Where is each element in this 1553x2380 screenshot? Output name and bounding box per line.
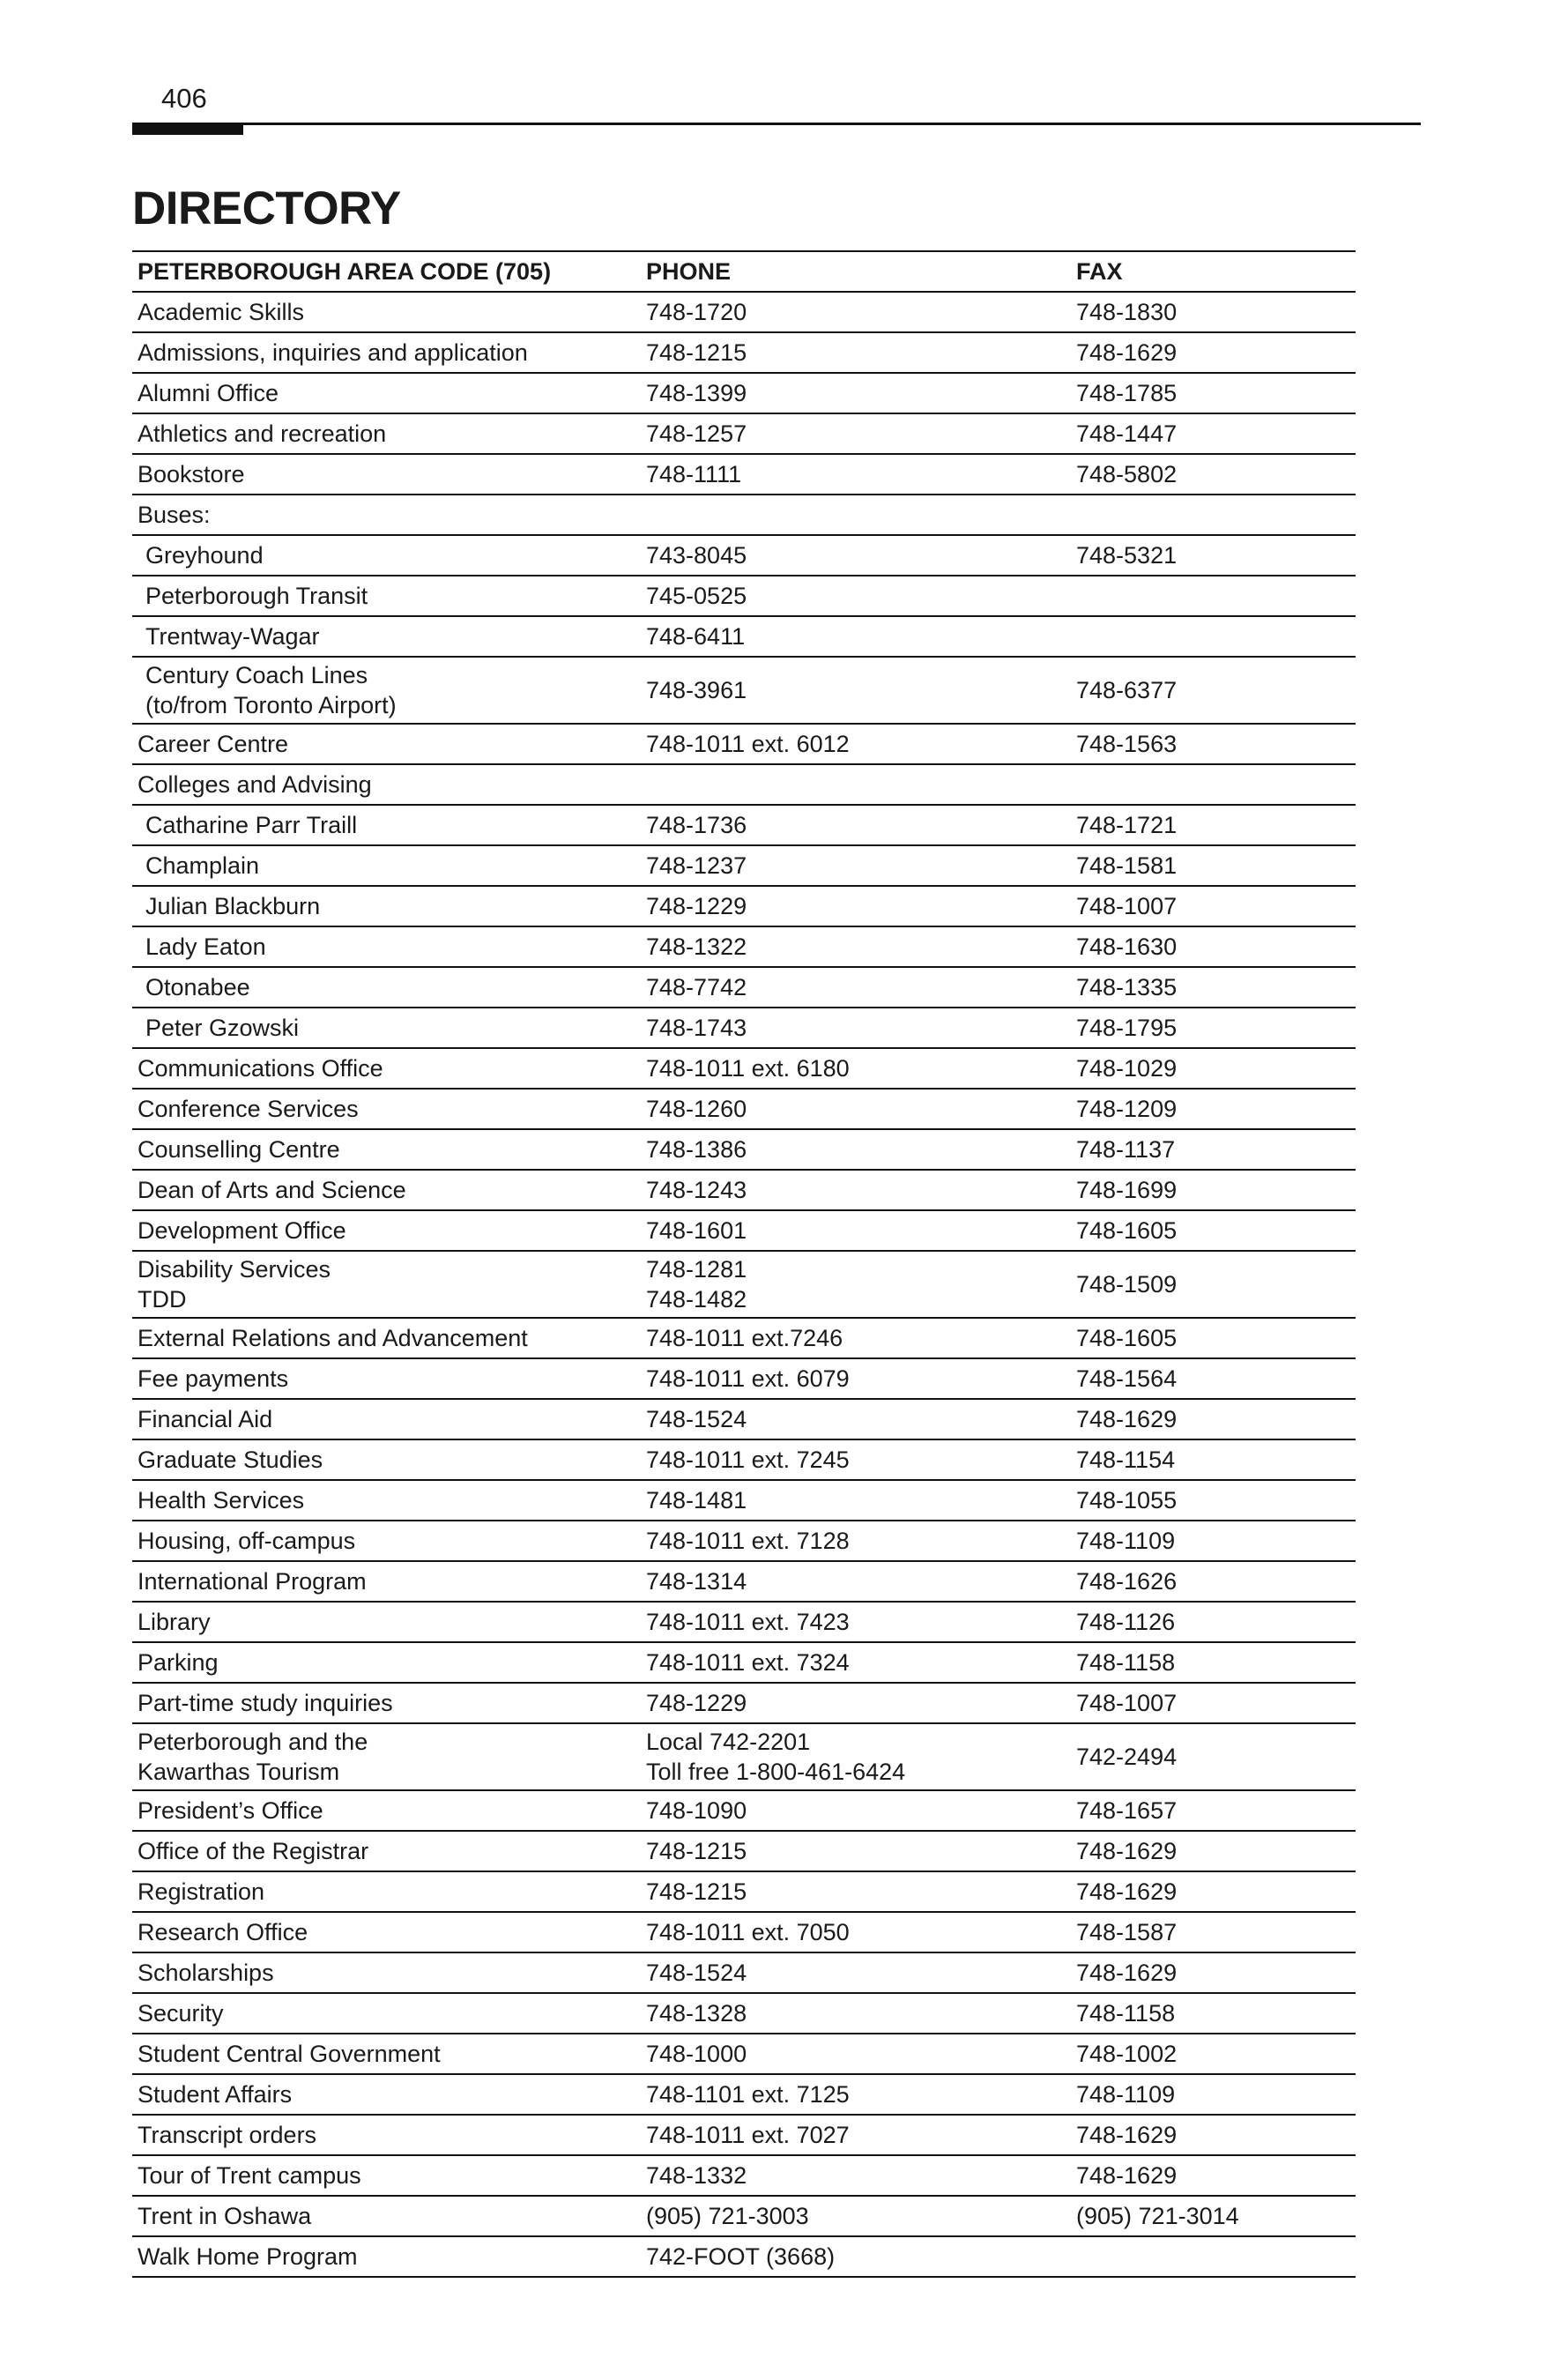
table-row <box>132 2236 1356 2277</box>
table-row <box>132 724 1356 764</box>
entry-phone-line: 748-3961 <box>646 677 747 703</box>
entry-phone-line: 748-1743 <box>646 1015 747 1041</box>
entry-phone <box>642 967 1071 1008</box>
entry-phone-line: 748-1011 ext.7246 <box>646 1325 843 1351</box>
entry-phone-line: 748-1601 <box>646 1217 747 1244</box>
entry-name <box>132 413 642 454</box>
entry-fax: 748-1158 <box>1076 2000 1176 2027</box>
entry-fax: 742-2494 <box>1076 1744 1178 1770</box>
entry-name <box>132 805 642 845</box>
table-row <box>132 1480 1356 1521</box>
entry-phone-line: 748-1243 <box>646 1177 747 1203</box>
entry-phone-line: 748-1011 ext. 6180 <box>646 1055 850 1082</box>
entry-name <box>132 926 642 967</box>
entry-fax: 748-1629 <box>1076 2122 1178 2148</box>
table-row <box>132 332 1356 373</box>
table-row <box>132 1602 1356 1642</box>
entry-phone-line: 743-8045 <box>646 542 747 569</box>
entry-phone <box>642 332 1071 373</box>
entry-name-line: Registration <box>137 1878 265 1905</box>
entry-name-line: Scholarships <box>137 1960 274 1986</box>
directory-table <box>132 250 1356 2278</box>
table-row <box>132 1952 1356 1993</box>
table-header-row <box>132 251 1356 292</box>
entry-phone <box>642 1521 1071 1561</box>
entry-name <box>132 657 642 724</box>
table-row <box>132 1642 1356 1683</box>
entry-name <box>132 1831 642 1871</box>
entry-fax: 748-1158 <box>1076 1649 1176 1676</box>
entry-fax: 748-1605 <box>1076 1325 1178 1351</box>
table-row <box>132 1912 1356 1952</box>
entry-phone <box>642 576 1071 616</box>
entry-phone-line: 748-1524 <box>646 1960 747 1986</box>
entry-phone-line: Local 742-2201 <box>646 1729 811 1755</box>
entry-name <box>132 454 642 495</box>
entry-name-line: Security <box>137 2000 224 2027</box>
entry-name-line: Century Coach Lines <box>145 662 368 688</box>
entry-phone <box>642 1048 1071 1089</box>
table-row <box>132 1790 1356 1831</box>
table-row <box>132 1358 1356 1399</box>
entry-phone-line: 748-1011 ext. 7050 <box>646 1919 850 1945</box>
entry-phone-line: 748-1322 <box>646 933 747 960</box>
table-row <box>132 1993 1356 2034</box>
entry-phone-line: Toll free 1-800-461-6424 <box>646 1759 906 1785</box>
table-row <box>132 292 1356 332</box>
table-row <box>132 657 1356 724</box>
entry-name-line: Library <box>137 1609 211 1635</box>
entry-phone <box>642 1871 1071 1912</box>
entry-fax: 748-1007 <box>1076 1690 1178 1716</box>
entry-phone <box>642 1642 1071 1683</box>
entry-name <box>132 2236 642 2277</box>
entry-phone <box>642 1790 1071 1831</box>
entry-name <box>132 2196 642 2236</box>
entry-name <box>132 1399 642 1439</box>
entry-name <box>132 1952 642 1993</box>
entry-name <box>132 535 642 576</box>
entry-phone <box>642 1089 1071 1129</box>
table-row <box>132 1318 1356 1358</box>
entry-phone-line: 748-1011 ext. 7245 <box>646 1447 850 1473</box>
table-row <box>132 967 1356 1008</box>
entry-phone-line: 748-1215 <box>646 339 747 366</box>
entry-phone <box>642 1602 1071 1642</box>
table-row <box>132 1008 1356 1048</box>
entry-phone <box>642 886 1071 926</box>
entry-name <box>132 1439 642 1480</box>
entry-name <box>132 1683 642 1723</box>
entry-phone-line: 748-1090 <box>646 1797 747 1824</box>
table-row <box>132 1871 1356 1912</box>
entry-fax: 748-1509 <box>1076 1271 1178 1298</box>
entry-name-line: Academic Skills <box>137 299 305 325</box>
entry-fax <box>1071 616 1356 657</box>
entry-name <box>132 886 642 926</box>
entry-name <box>132 1048 642 1089</box>
header-rule-accent <box>132 123 243 135</box>
entry-phone <box>642 1480 1071 1521</box>
entry-phone-line: 748-1215 <box>646 1838 747 1864</box>
entry-name-line: Bookstore <box>137 461 245 487</box>
entry-phone <box>642 1358 1071 1399</box>
column-header-fax: FAX <box>1076 258 1123 285</box>
entry-fax <box>1071 495 1356 535</box>
entry-phone-line: 748-1524 <box>646 1406 747 1432</box>
entry-name-line: Peterborough and the <box>137 1729 368 1755</box>
entry-name <box>132 2155 642 2196</box>
entry-phone <box>642 413 1071 454</box>
entry-fax: 748-1335 <box>1076 974 1178 1000</box>
entry-name <box>132 2115 642 2155</box>
entry-name <box>132 724 642 764</box>
entry-name <box>132 2074 642 2115</box>
entry-phone <box>642 1993 1071 2034</box>
entry-phone-line: 748-1011 ext. 7423 <box>646 1609 850 1635</box>
entry-fax: 748-1209 <box>1076 1096 1178 1122</box>
entry-fax: 748-1002 <box>1076 2041 1178 2067</box>
entry-phone <box>642 1008 1071 1048</box>
entry-name-line: Greyhound <box>145 542 264 569</box>
entry-phone <box>642 1318 1071 1358</box>
table-row <box>132 1170 1356 1210</box>
table-row <box>132 764 1356 805</box>
entry-name-line: Part-time study inquiries <box>137 1690 393 1716</box>
entry-fax: 748-1629 <box>1076 1838 1178 1864</box>
entry-name <box>132 1129 642 1170</box>
header-rule <box>132 123 1421 125</box>
entry-phone-line: 748-1229 <box>646 1690 747 1716</box>
entry-phone <box>642 926 1071 967</box>
table-row <box>132 2196 1356 2236</box>
table-row <box>132 576 1356 616</box>
entry-name-line: Alumni Office <box>137 380 279 406</box>
entry-phone-line: 748-1281 <box>646 1256 747 1283</box>
table-row <box>132 1129 1356 1170</box>
entry-name-line: Peter Gzowski <box>145 1015 300 1041</box>
entry-name <box>132 845 642 886</box>
entry-phone <box>642 454 1071 495</box>
entry-phone <box>642 535 1071 576</box>
entry-fax: 748-1447 <box>1076 420 1178 447</box>
entry-name <box>132 576 642 616</box>
entry-name <box>132 967 642 1008</box>
entry-name-line: Financial Aid <box>137 1406 273 1432</box>
entry-name <box>132 1170 642 1210</box>
entry-name-line: Walk Home Program <box>137 2243 358 2270</box>
entry-phone <box>642 2034 1071 2074</box>
entry-name-line: Tour of Trent campus <box>137 2162 361 2189</box>
entry-phone <box>642 1952 1071 1993</box>
entry-fax: 748-5802 <box>1076 461 1178 487</box>
entry-phone-line: 748-1482 <box>646 1286 747 1313</box>
entry-name <box>132 1871 642 1912</box>
entry-phone-line: 748-1736 <box>646 812 747 838</box>
table-row <box>132 1683 1356 1723</box>
entry-name <box>132 764 642 805</box>
entry-name-line: Transcript orders <box>137 2122 317 2148</box>
entry-fax: (905) 721-3014 <box>1076 2203 1239 2229</box>
entry-phone-line: 748-1229 <box>646 893 747 919</box>
entry-fax: 748-1657 <box>1076 1797 1178 1824</box>
entry-name-line: Communications Office <box>137 1055 383 1082</box>
entry-fax: 748-1630 <box>1076 933 1178 960</box>
entry-phone-line: 748-1000 <box>646 2041 747 2067</box>
entry-name-line: Trentway-Wagar <box>145 623 320 650</box>
entry-fax: 748-1055 <box>1076 1487 1178 1514</box>
entry-name-line: Champlain <box>145 852 260 879</box>
entry-name <box>132 1318 642 1358</box>
entry-phone <box>642 2236 1071 2277</box>
table-row <box>132 413 1356 454</box>
entry-phone <box>642 845 1071 886</box>
entry-name-line: Student Affairs <box>137 2081 293 2108</box>
entry-name-line: Peterborough Transit <box>145 583 368 609</box>
entry-name-line: Housing, off-campus <box>137 1528 356 1554</box>
table-row <box>132 454 1356 495</box>
entry-phone-line: (905) 721-3003 <box>646 2203 809 2229</box>
entry-fax: 748-1626 <box>1076 1568 1178 1595</box>
table-row <box>132 616 1356 657</box>
entry-phone <box>642 2074 1071 2115</box>
entry-phone-line: 748-6411 <box>646 623 746 650</box>
table-row <box>132 2034 1356 2074</box>
entry-name <box>132 2034 642 2074</box>
entry-name-line: President’s Office <box>137 1797 323 1824</box>
entry-phone-line: 748-1481 <box>646 1487 747 1514</box>
entry-phone-line: 748-1011 ext. 7128 <box>646 1528 850 1554</box>
entry-name-line: Health Services <box>137 1487 305 1514</box>
entry-fax: 748-1126 <box>1076 1609 1176 1635</box>
entry-fax: 748-1629 <box>1076 339 1178 366</box>
table-row <box>132 845 1356 886</box>
entry-name <box>132 1561 642 1602</box>
entry-name <box>132 1089 642 1129</box>
entry-fax: 748-1721 <box>1076 812 1178 838</box>
table-row <box>132 2115 1356 2155</box>
entry-name-line: Office of the Registrar <box>137 1838 369 1864</box>
entry-fax: 748-1109 <box>1076 2081 1176 2108</box>
entry-name <box>132 616 642 657</box>
entry-name <box>132 1602 642 1642</box>
entry-name-line: Catharine Parr Traill <box>145 812 358 838</box>
entry-fax: 748-1029 <box>1076 1055 1178 1082</box>
entry-phone-line: 748-1314 <box>646 1568 747 1595</box>
entry-phone-line: 745-0525 <box>646 583 747 609</box>
entry-name-line: TDD <box>137 1286 187 1313</box>
entry-name-line: Graduate Studies <box>137 1447 323 1473</box>
page-title: DIRECTORY <box>132 182 401 234</box>
table-row <box>132 1089 1356 1129</box>
entry-phone <box>642 616 1071 657</box>
entry-phone-line: 748-1399 <box>646 380 747 406</box>
entry-name-line: Development Office <box>137 1217 346 1244</box>
entry-name-line: Colleges and Advising <box>137 771 372 798</box>
table-row <box>132 1048 1356 1089</box>
entry-name-line: Conference Services <box>137 1096 359 1122</box>
entry-phone <box>642 1210 1071 1251</box>
table-row <box>132 1251 1356 1318</box>
entry-phone <box>642 764 1071 805</box>
entry-phone <box>642 292 1071 332</box>
entry-name-line: Counselling Centre <box>137 1136 340 1163</box>
entry-name-line: External Relations and Advancement <box>137 1325 528 1351</box>
directory-table-body <box>132 251 1356 2277</box>
entry-name-line: Parking <box>137 1649 219 1676</box>
entry-name <box>132 1251 642 1318</box>
table-row <box>132 495 1356 535</box>
entry-phone-line: 748-1101 ext. 7125 <box>646 2081 850 2108</box>
entry-phone <box>642 1170 1071 1210</box>
entry-phone <box>642 657 1071 724</box>
entry-phone <box>642 724 1071 764</box>
entry-phone <box>642 2196 1071 2236</box>
entry-fax: 748-1795 <box>1076 1015 1178 1041</box>
entry-name <box>132 1521 642 1561</box>
entry-name-line: International Program <box>137 1568 367 1595</box>
entry-name-line: Otonabee <box>145 974 250 1000</box>
entry-phone-line: 748-1720 <box>646 299 747 325</box>
entry-name-line: Dean of Arts and Science <box>137 1177 406 1203</box>
table-row <box>132 1561 1356 1602</box>
entry-phone-line: 748-1386 <box>646 1136 747 1163</box>
entry-fax: 748-1629 <box>1076 1878 1178 1905</box>
entry-phone <box>642 373 1071 413</box>
entry-fax: 748-1564 <box>1076 1365 1178 1392</box>
entry-phone-line: 748-7742 <box>646 974 747 1000</box>
table-row <box>132 1210 1356 1251</box>
entry-fax: 748-5321 <box>1076 542 1178 569</box>
entry-fax <box>1071 2236 1356 2277</box>
entry-fax: 748-1785 <box>1076 380 1178 406</box>
entry-name <box>132 373 642 413</box>
entry-phone <box>642 1399 1071 1439</box>
entry-phone <box>642 1251 1071 1318</box>
entry-name <box>132 1993 642 2034</box>
entry-name-line: Kawarthas Tourism <box>137 1759 340 1785</box>
entry-name-line: Buses: <box>137 502 211 528</box>
entry-fax: 748-1563 <box>1076 731 1178 757</box>
table-row <box>132 373 1356 413</box>
entry-phone-line: 742-FOOT (3668) <box>646 2243 836 2270</box>
entry-fax: 748-1109 <box>1076 1528 1176 1554</box>
entry-name-line: Fee payments <box>137 1365 289 1392</box>
entry-name-line: Student Central Government <box>137 2041 441 2067</box>
entry-fax: 748-1629 <box>1076 1960 1178 1986</box>
entry-name <box>132 495 642 535</box>
table-row <box>132 1521 1356 1561</box>
column-header-phone: PHONE <box>646 258 732 285</box>
entry-phone <box>642 2155 1071 2196</box>
entry-name <box>132 1790 642 1831</box>
entry-fax: 748-1605 <box>1076 1217 1178 1244</box>
entry-phone <box>642 495 1071 535</box>
entry-phone-line: 748-1011 ext. 6012 <box>646 731 850 757</box>
entry-fax <box>1071 764 1356 805</box>
entry-phone <box>642 1912 1071 1952</box>
entry-phone-line: 748-1260 <box>646 1096 747 1122</box>
entry-name <box>132 292 642 332</box>
entry-name-line: Career Centre <box>137 731 289 757</box>
table-row <box>132 805 1356 845</box>
entry-phone <box>642 1439 1071 1480</box>
entry-fax: 748-1154 <box>1076 1447 1176 1473</box>
entry-phone <box>642 805 1071 845</box>
entry-fax: 748-1699 <box>1076 1177 1178 1203</box>
entry-name <box>132 1480 642 1521</box>
table-row <box>132 1399 1356 1439</box>
column-header-name: PETERBOROUGH AREA CODE (705) <box>137 258 552 285</box>
entry-phone-line: 748-1257 <box>646 420 747 447</box>
table-row <box>132 1831 1356 1871</box>
entry-fax: 748-1830 <box>1076 299 1178 325</box>
entry-name-line: Trent in Oshawa <box>137 2203 312 2229</box>
entry-phone <box>642 1831 1071 1871</box>
entry-phone-line: 748-1011 ext. 7027 <box>646 2122 850 2148</box>
table-row <box>132 2074 1356 2115</box>
entry-phone-line: 748-1237 <box>646 852 747 879</box>
entry-fax: 748-1629 <box>1076 1406 1178 1432</box>
entry-phone <box>642 2115 1071 2155</box>
entry-name-line: Lady Eaton <box>145 933 266 960</box>
entry-phone-line: 748-1011 ext. 7324 <box>646 1649 850 1676</box>
entry-name <box>132 1358 642 1399</box>
entry-phone-line: 748-1328 <box>646 2000 747 2027</box>
entry-phone <box>642 1683 1071 1723</box>
entry-name-line: Athletics and recreation <box>137 420 387 447</box>
entry-fax: 748-1581 <box>1076 852 1178 879</box>
entry-name <box>132 1008 642 1048</box>
entry-fax: 748-1629 <box>1076 2162 1178 2189</box>
entry-name <box>132 1210 642 1251</box>
entry-fax <box>1071 576 1356 616</box>
entry-name-line: Disability Services <box>137 1256 331 1283</box>
entry-fax: 748-1587 <box>1076 1919 1178 1945</box>
entry-phone-line: 748-1111 <box>646 461 742 487</box>
entry-name-line: (to/from Toronto Airport) <box>145 692 397 718</box>
table-row <box>132 1723 1356 1790</box>
entry-name <box>132 1723 642 1790</box>
entry-fax: 748-1137 <box>1076 1136 1176 1163</box>
entry-phone <box>642 1129 1071 1170</box>
entry-name-line: Julian Blackburn <box>145 893 321 919</box>
entry-phone <box>642 1561 1071 1602</box>
table-row <box>132 535 1356 576</box>
entry-name <box>132 1912 642 1952</box>
entry-fax: 748-6377 <box>1076 677 1178 703</box>
table-row <box>132 1439 1356 1480</box>
table-row <box>132 926 1356 967</box>
table-row <box>132 886 1356 926</box>
entry-name <box>132 332 642 373</box>
entry-phone-line: 748-1332 <box>646 2162 747 2189</box>
table-row <box>132 2155 1356 2196</box>
entry-name <box>132 1642 642 1683</box>
entry-fax: 748-1007 <box>1076 893 1178 919</box>
entry-name-line: Research Office <box>137 1919 308 1945</box>
entry-phone <box>642 1723 1071 1790</box>
entry-name-line: Admissions, inquiries and application <box>137 339 528 366</box>
entry-phone-line: 748-1215 <box>646 1878 747 1905</box>
entry-phone-line: 748-1011 ext. 6079 <box>646 1365 850 1392</box>
page-number: 406 <box>161 83 207 114</box>
